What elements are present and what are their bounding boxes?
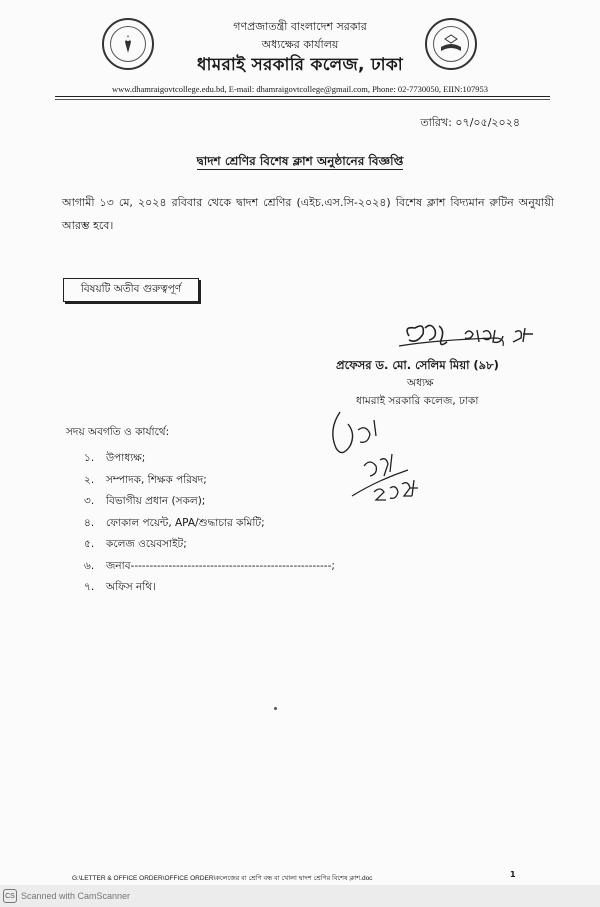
header-rule-thin — [55, 99, 550, 100]
list-item — [84, 513, 335, 535]
item-number: ১. — [84, 452, 95, 464]
list-item — [84, 556, 335, 578]
page-number: 1 — [510, 870, 516, 879]
camscanner-logo-icon: CS — [3, 889, 17, 903]
item-text: সম্পাদক, শিক্ষক পরিষদ; — [106, 473, 207, 486]
item-text: অফিস নথি। — [106, 581, 156, 593]
item-text: বিভাগীয় প্রধান (সকল); — [106, 495, 206, 507]
handwritten-initials — [318, 400, 428, 510]
distribution-list — [84, 448, 335, 599]
item-number: ৭. — [84, 581, 95, 593]
item-text: কলেজ ওয়েবসাইট; — [106, 538, 187, 550]
handwritten-signature — [395, 318, 545, 360]
notice-body: আগামী ১৩ মে, ২০২৪ রবিবার থেকে দ্বাদশ শ্রেণির (এইচ.এস.সি-২০২৪) বিশেষ ক্লাশ বিদ্যমান রুটিন অনুযায়ী আরম্ভ হবে। — [62, 196, 554, 232]
list-item — [84, 470, 335, 492]
list-item — [84, 448, 335, 470]
item-number: ৬. — [84, 559, 95, 572]
list-item — [84, 534, 335, 556]
item-text: জনাব-----------------------------------------------------; — [106, 559, 335, 572]
important-note-box: বিষয়টি অতীব গুরুত্বপূর্ণ — [63, 278, 199, 302]
file-path-footer: G:\LETTER & OFFICE ORDER\OFFICE ORDER\কলেজের বা শ্রেণি বন্ধ বা খোলা দ্বাদশ শ্রেণির বিশেষ ক্লাশ.doc — [72, 875, 373, 882]
college-name: ধামরাই সরকারি কলেজ, ঢাকা — [197, 55, 403, 75]
item-text: ফোকাল পয়েন্ট, APA/শুদ্ধাচার কমিটি; — [106, 516, 265, 529]
list-item — [84, 491, 335, 513]
office-line: অধ্যক্ষের কার্যালয় — [261, 38, 339, 51]
item-number: ৫. — [84, 538, 95, 550]
stray-mark — [274, 707, 277, 710]
item-text: উপাধ্যক্ষ; — [106, 452, 146, 464]
distribution-heading: সদয় অবগতি ও কার্যার্থে: — [66, 426, 170, 438]
watermark-text: Scanned with CamScanner — [21, 891, 131, 901]
date-line: তারিখ: ০৭/০৫/২০২৪ — [420, 116, 520, 129]
item-number: ৩. — [84, 495, 95, 507]
item-number: ২. — [84, 473, 95, 486]
govt-line: গণপ্রজাতন্ত্রী বাংলাদেশ সরকার — [233, 20, 367, 33]
list-item — [84, 577, 335, 599]
header-rule — [55, 96, 550, 97]
signatory-college: ধামরাই সরকারি কলেজ, ঢাকা — [356, 395, 479, 407]
subject-text: দ্বাদশ শ্রেণির বিশেষ ক্লাশ অনুষ্ঠানের বিজ্ঞপ্তি — [196, 154, 404, 168]
subject-heading — [0, 153, 600, 173]
scanner-watermark — [0, 888, 130, 904]
contact-line: www.dhamraigovtcollege.edu.bd, E-mail: dhamraigovtcollege@gmail.com, Phone: 02-7730050, EIIN:107953 — [112, 84, 488, 94]
signatory-title: অধ্যক্ষ — [407, 377, 434, 389]
item-number: ৪. — [84, 516, 95, 529]
signatory-name: প্রফেসর ড. মো. সেলিম মিয়া (৯৮) — [336, 358, 499, 372]
